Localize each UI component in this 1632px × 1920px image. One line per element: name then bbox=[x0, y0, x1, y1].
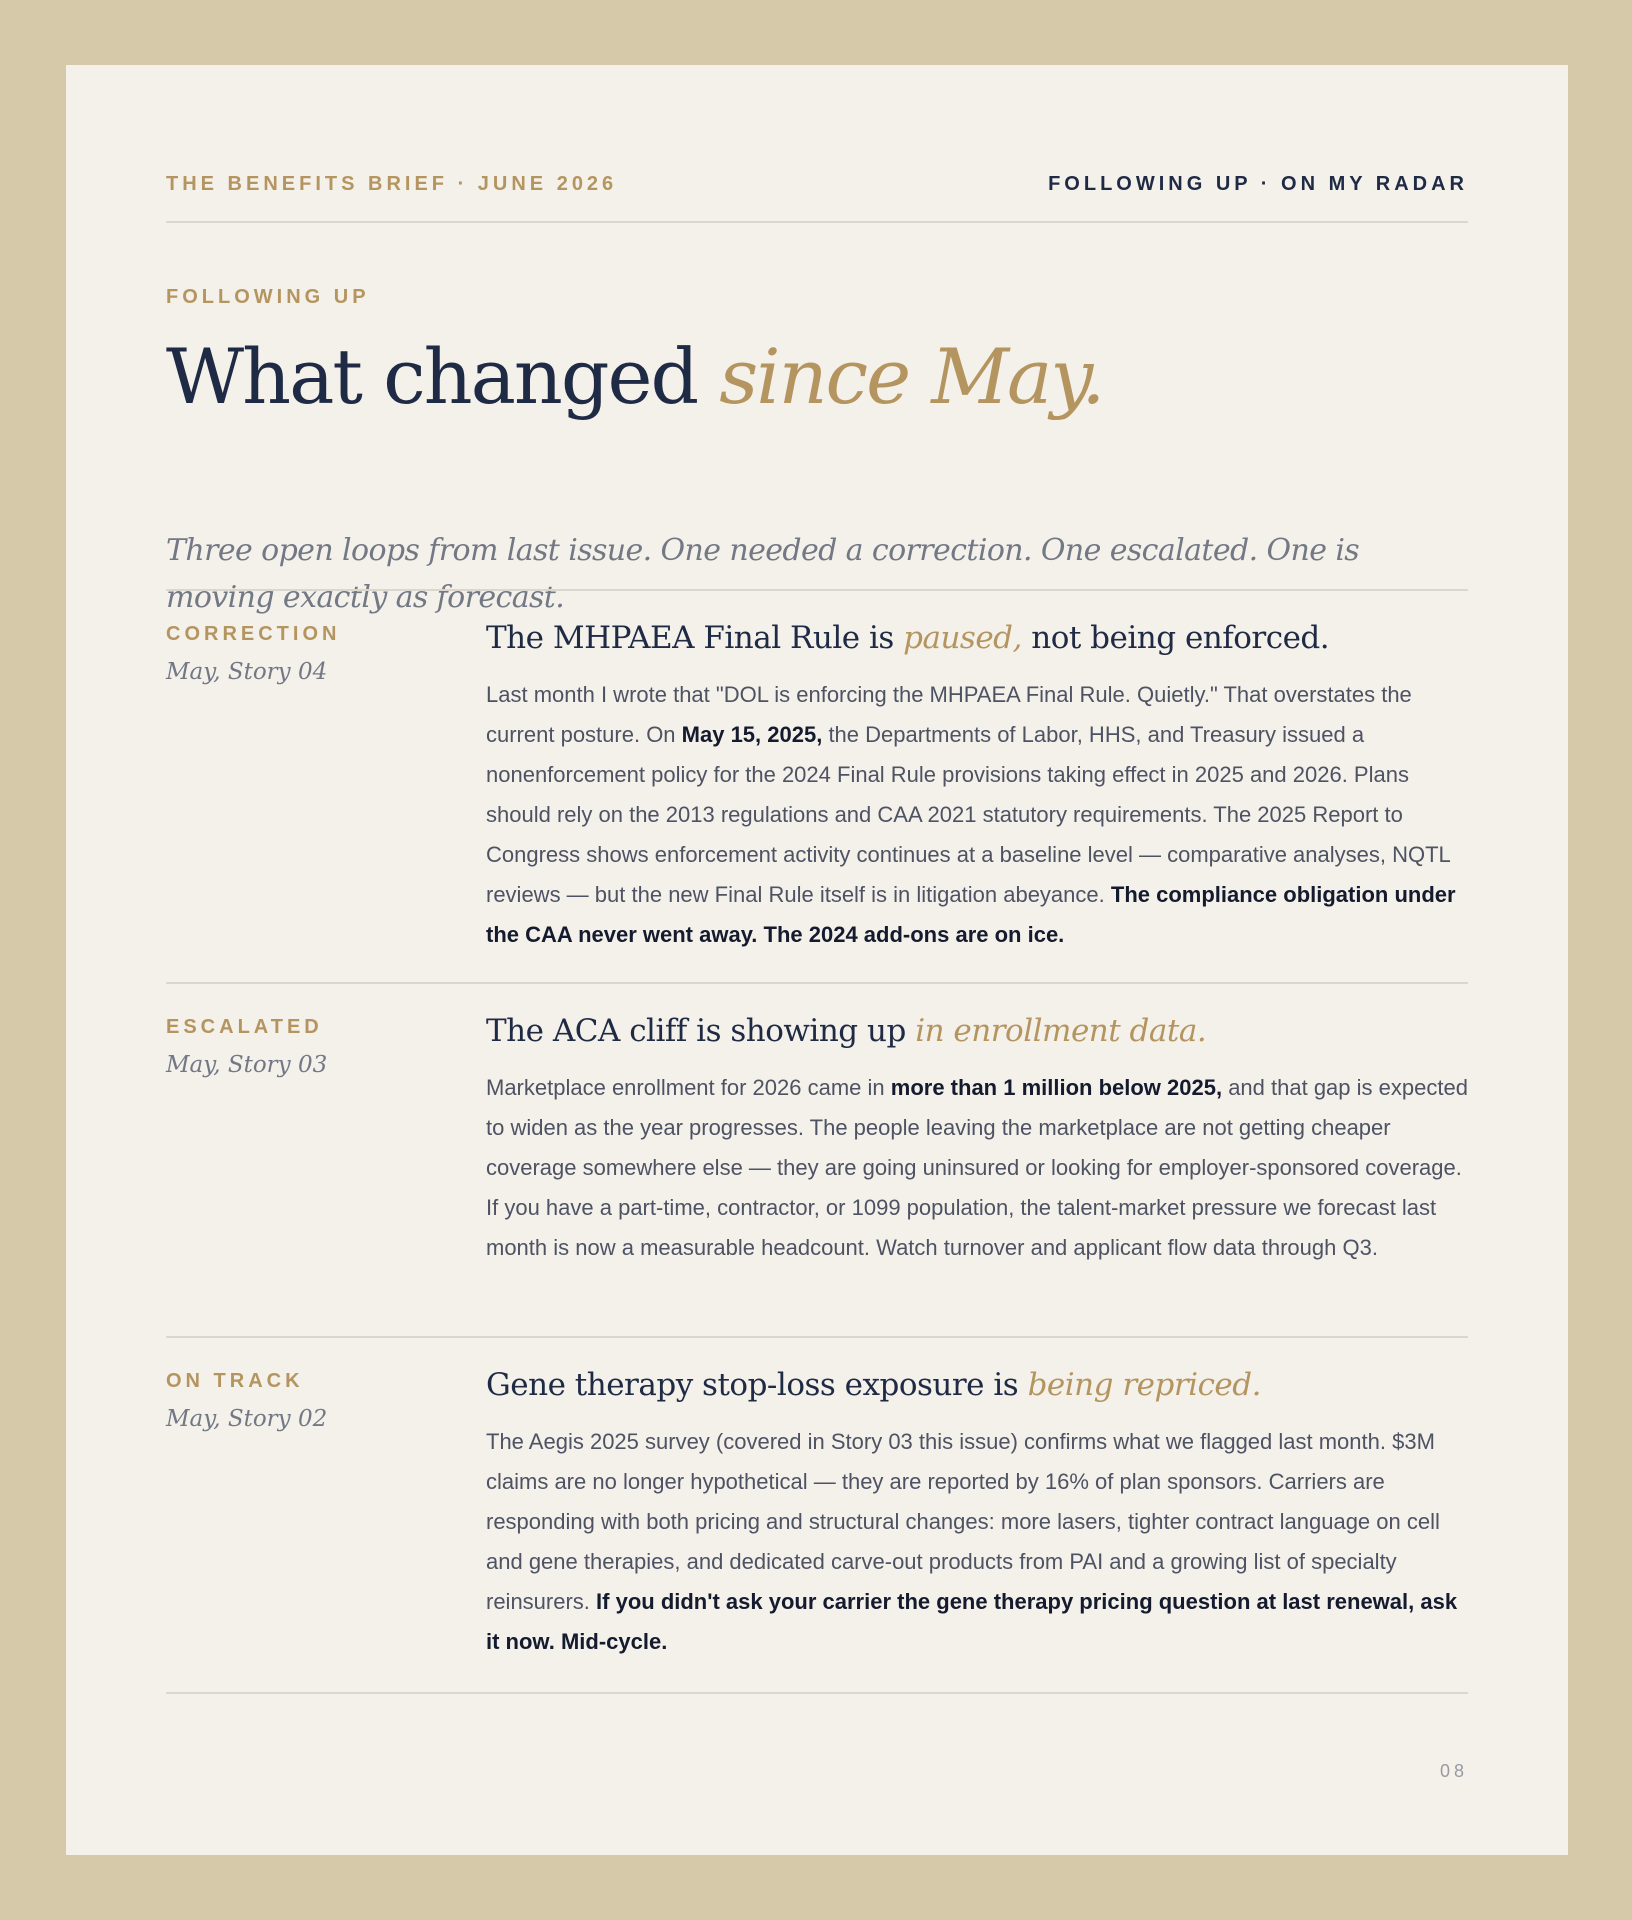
story-title bbox=[486, 1362, 1261, 1408]
story-title-text-end: not being enforced. bbox=[1021, 620, 1330, 656]
story-title-accent: in enrollment data. bbox=[915, 1013, 1207, 1049]
story-title-text: Gene therapy stop-loss exposure is bbox=[486, 1367, 1028, 1403]
story-body-emphasis: more than 1 million below 2025, bbox=[890, 1075, 1223, 1100]
story-body-emphasis: May 15, 2025, bbox=[681, 722, 823, 747]
story-tag: CORRECTION bbox=[166, 623, 341, 645]
story-title-accent: being repriced. bbox=[1027, 1367, 1261, 1403]
masthead bbox=[166, 169, 1468, 223]
story-body bbox=[486, 675, 1468, 955]
story-body-text: the Departments of Labor, HHS, and Treasury issued a nonenforcement policy for the 2024 Final Rule provisions taking effect in 2025 and 2026. Plans should rely on the 2013 regulations and CAA 2021 statutory requirements. The 2025 Report to Congress shows enforcement activity continues at a baseline level — comparative analyses, NQTL reviews — but the new Final Rule itself is in litigation abeyance. bbox=[486, 722, 1450, 907]
story-body bbox=[486, 1068, 1468, 1268]
dek-intro: Three open loops from last issue. One needed a correction. One escalated. One is moving exactly as forecast. bbox=[166, 533, 1360, 615]
story-tag: ESCALATED bbox=[166, 1016, 323, 1038]
story-title-text: The MHPAEA Final Rule is bbox=[486, 620, 904, 656]
page-number: 08 bbox=[1439, 1761, 1468, 1781]
story-body-text: Last month I wrote that "DOL is enforcing the MHPAEA Final Rule. Quietly." That overstates the current posture. On bbox=[486, 682, 1412, 747]
story-title bbox=[486, 615, 1329, 661]
newsletter-page bbox=[66, 65, 1568, 1855]
section-label: FOLLOWING UP · ON MY RADAR bbox=[1048, 173, 1468, 195]
story-body bbox=[486, 1422, 1468, 1662]
section-kicker: FOLLOWING UP bbox=[166, 286, 370, 308]
story-body-emphasis: The compliance obligation under the CAA never went away. The 2024 add-ons are on ice. bbox=[486, 882, 1456, 947]
story-correction bbox=[166, 589, 1468, 982]
story-reference: May, Story 02 bbox=[166, 1406, 328, 1432]
story-escalated bbox=[166, 982, 1468, 1338]
story-reference: May, Story 03 bbox=[166, 1052, 328, 1078]
story-body-text: Marketplace enrollment for 2026 came in bbox=[486, 1075, 891, 1100]
headline-accent: since May. bbox=[719, 332, 1104, 421]
story-title bbox=[486, 1008, 1206, 1054]
story-tag: ON TRACK bbox=[166, 1370, 304, 1392]
publication-name: THE BENEFITS BRIEF · JUNE 2026 bbox=[166, 173, 618, 195]
headline-main: What changed bbox=[166, 332, 720, 421]
page-title bbox=[166, 327, 1103, 427]
story-body-text: and that gap is expected to widen as the year progresses. The people leaving the marketplace are not getting cheaper coverage somewhere else — they are going uninsured or looking for employer-sponsored coverage. If you have a part-time, contractor, or 1099 population, the talent-market pressure we forecast last month is now a measurable headcount. Watch turnover and applicant flow data through Q3. bbox=[486, 1075, 1468, 1260]
story-title-text: The ACA cliff is showing up bbox=[486, 1013, 916, 1049]
story-title-accent: paused, bbox=[903, 620, 1022, 656]
story-reference: May, Story 04 bbox=[166, 659, 328, 685]
story-on-track bbox=[166, 1336, 1468, 1694]
story-body-text: The Aegis 2025 survey (covered in Story 03 this issue) confirms what we flagged last month. $3M claims are no longer hypothetical — they are reported by 16% of plan sponsors. Carriers are responding with both pricing and structural changes: more lasers, tighter contract language on cell and gene therapies, and dedicated carve-out products from PAI and a growing list of specialty reinsurers. bbox=[486, 1429, 1440, 1614]
story-body-emphasis: If you didn't ask your carrier the gene therapy pricing question at last renewal, ask it now. Mid-cycle. bbox=[486, 1589, 1458, 1654]
